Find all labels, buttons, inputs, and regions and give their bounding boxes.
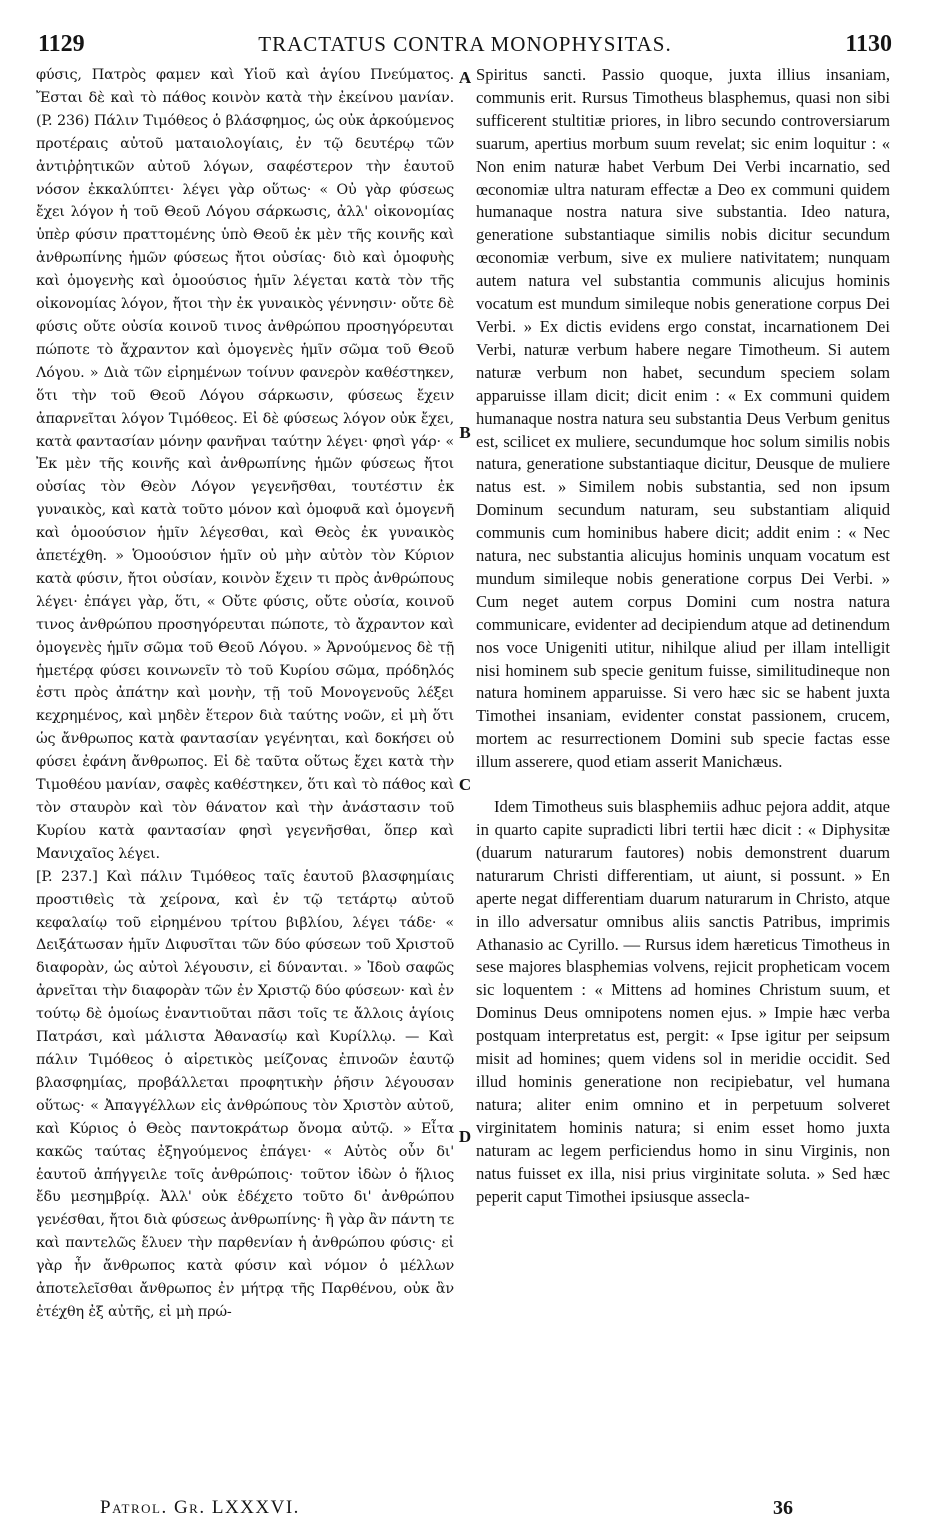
right-column-number: 1130 (845, 31, 892, 57)
section-marker-c: C (458, 775, 472, 794)
section-marker-b: B (459, 423, 471, 442)
running-title: TRACTATUS CONTRA MONOPHYSITAS. (258, 32, 672, 56)
running-header (38, 31, 892, 61)
series-footer: Patrol. Gr. LXXXVI. (100, 1497, 300, 1518)
greek-column (36, 64, 454, 1324)
latin-paragraph-2: Idem Timotheus suis blasphemiis adhuc pejora addit, atque in quarto capite supradicti libri tertii hæc dicit : « Diphysitæ (duarum naturarum fautores) nobis demonstrent duarum naturarum Christi differentiam, ut aiunt, si possunt. » En aperte negat differentiam duarum naturarum in Christo, atque in illo adversatur omnibus aliis sanctis Patribus, imprimis Athanasio ac Cyrillo. — Rursus idem hæreticus Timotheus in sese majores blasphemias volvens, rejicit propheticam vocem sic loquentem : « Mittens ad homines Christum suum, et Dominus Deus omnipotens nomen ejus. » Impie hæc verba postquam interpretatus est, pergit: « Ipse igitur per seipsum misit ad homines; quem videns sol in meridie occidit. Sed illud hominis generatione non recipiebatur, vel humana natura; aliter enim omnino et in perpetuum solveret virginitatem hominis natura; si enim esset homo juxta naturam ac legem perficiendus homo in sinu Virginis, non natus fuisset ex illa, nisi prius virginitate soluta. » Sed hæc peperit caput Timothei ipsiusque assecla- (476, 797, 890, 1206)
greek-paragraph-2: [P. 237.] Καὶ πάλιν Τιμόθεος ταῖς ἑαυτοῦ βλασφημίαις προστιθεὶς τὰ χείρονα, καὶ ἐν τῷ τετάρτῳ αὐτοῦ κεφαλαίῳ τοῦ εἰρημένου τρίτου βιβλίου, λέγει τάδε· « Δειξάτωσαν ἡμῖν Διφυσῖται τῶν δύο φύσεων τοῦ Χριστοῦ διαφορὰν, ὡς αὐτοὶ λέγουσιν, εἰ δύνανται. » Ἰδοὺ σαφῶς ἀρνεῖται τὴν διαφορὰν τῶν ἐν Χριστῷ δύο φύσεων· καὶ ἐν τούτῳ δὲ ὁμοίως ἐναντιοῦται πᾶσι τοῖς τε ἄλλοις ἁγίοις Πατράσι, καὶ μάλιστα Ἀθανασίῳ καὶ Κυρίλλῳ. — Καὶ πάλιν Τιμόθεος ὁ αἱρετικὸς μείζονας ἐπινοῶν ἑαυτῷ βλασφημίας, προβάλλεται προφητικὴν ῥῆσιν λέγουσαν οὕτως· « Ἀπαγγέλλων εἰς ἀνθρώπους τὸν Χριστὸν αὐτοῦ, καὶ Κύριος ὁ Θεὸς παντοκράτωρ ὄνομα αὐτῷ. » Εἶτα κακῶς ταύτας ἐξηγούμενος ἐπάγει· « Αὐτὸς οὖν δι' ἑαυτοῦ ἀπήγγειλε τοῖς ἀνθρώποις· τοῦτον ἰδὼν ὁ ἥλιος ἔδυ μεσημβρίᾳ. Ἀλλ' οὐκ ἐδέχετο τοῦτο δι' ἀνθρώπου γενέσθαι, ἤτοι διὰ φύσεως ἀνθρωπίνης· ἢ γὰρ ἂν πάντη τε καὶ παντελῶς ἔλυεν τὴν παρθενίαν ἡ ἀνθρώπου φύσις· εἰ γὰρ ἦν ἄνθρωπος κατὰ φύσιν καὶ νόμον ὁ μέλλων ἀποτελεῖσθαι ἄνθρωπος ἐν μήτρᾳ τῆς Παρθένου, οὐκ ἂν ἐτέχθη ἐξ αὐτῆς, εἰ μὴ πρώ- (36, 868, 454, 1320)
left-column-number: 1129 (38, 31, 85, 57)
section-marker-a: A (458, 68, 472, 87)
greek-paragraph-1: φύσις, Πατρὸς φαμεν καὶ Υἱοῦ καὶ ἁγίου Πνεύματος. Ἔσται δὲ καὶ τὸ πάθος κοινὸν κατὰ τὴν ἐκείνου μανίαν. (P. 236) Πάλιν Τιμόθεος ὁ βλάσφημος, ὡς οὐκ ἀρκούμενος προτέραις αὐτοῦ ματαιολογίαις, ἐν τῷ δευτέρῳ τῶν ἀντιῤῥητικῶν αὐτοῦ λόγων, σαφέστερον τὴν ἑαυτοῦ νόσον ἐκκαλύπτει· λέγει γὰρ οὕτως· « Οὐ γὰρ φύσεως ἔχει λόγον ἡ τοῦ Θεοῦ Λόγου σάρκωσις, ἀλλ' οἰκονομίας ὑπὲρ φύσιν πραττομένης ὑπὸ Θεοῦ ἐκ μὲν τῆς κοινῆς καὶ ἀνθρωπίνης ἡμῶν φύσεως ἤτοι οὐσίας· διὸ καὶ ὁμοφυὴς καὶ ὁμογενὴς καὶ ὁμοούσιος ἡμῖν λέγεται κατὰ τὸν τῆς οἰκονομίας λόγον, ἤτοι τὴν ἐκ γυναικὸς γέννησιν· οὔτε δὲ φύσις οὔτε οὐσία κοινοῦ τινος ἀνθρώπου προσηγόρευται πώποτε τὸ ἄχραντον καὶ ὁμογενὲς ἡμῖν σῶμα τοῦ Θεοῦ Λόγου. » Διὰ τῶν εἰρημένων τοίνυν φανερὸν καθέστηκεν, ὅτι τὴν τοῦ Θεοῦ Λόγου σάρκωσιν, φύσεως ἔχειν ἀπαρνεῖται λόγον Τιμόθεος. Εἰ δὲ φύσεως λόγον οὐκ ἔχει, κατὰ φαντασίαν μόνην φανῆναι ταύτην λέγει· φησὶ γάρ· « Ἐκ μὲν τῆς κοινῆς καὶ ἀνθρωπίνης ἡμῶν φύσεως ἤτοι οὐσίας τὸν Θεὸν Λόγον γεγενῆσθαι, τουτέστιν ἐκ γυναικὸς, καὶ κατὰ τοῦτο μόνον καὶ ὁμοφυᾶ καὶ ὁμογενῆ καὶ ὁμοούσιον ἡμῖν λέγεσθαι, καὶ Θεὸς ἐκ γυναικὸς ἀπετέχθη. » Ὁμοούσιον ἡμῖν οὐ μὴν αὐτὸν τὸν Κύριον κατὰ φύσιν, ἤτοι οὐσίαν, κοινὸν ἔχειν τι πρὸς ἀνθρώπους λέγει· ἐπάγει γὰρ, ὅτι, « Οὔτε φύσις, οὔτε οὐσία, κοινοῦ τινος ἀνθρώπου προσηγόρευται πώποτε, τὸ ἄχραντον καὶ ὁμογενὲς ἡμῖν σῶμα τοῦ Θεοῦ Λόγου. » Ἀρνούμενος δὲ τῇ ἡμετέρᾳ φύσει κοινωνεῖν τὸ τοῦ Κυρίου σῶμα, πρόδηλός ἐστι πρὸς ἀπάτην καὶ μονὴν, τῇ τοῦ Μονογενοῦς λέξει κεχρημένος, καὶ μηδὲν ἕτερον διὰ ταύτης νοῶν, εἰ μὴ ὅτι ὡς ἄνθρωπος κατὰ φαντασίαν γεγένηται, καὶ δοκήσει οὐ φύσει ἐφάνη ἄνθρωπος. Εἰ δὲ ταῦτα οὕτως ἔχει κατὰ τὴν Τιμοθέου μανίαν, σαφὲς καθέστηκεν, ὅτι καὶ τὸ πάθος καὶ τὸν σταυρὸν καὶ τὸν θάνατον καὶ τὴν ἀνάστασιν τοῦ Κυρίου κατὰ φαντασίαν φησὶ γεγενῆσθαι, ὅπερ καὶ Μανιχαῖος λέγει. (36, 67, 454, 862)
section-marker-d: D (458, 1127, 472, 1146)
latin-column (476, 64, 890, 1208)
latin-paragraph-1: Spiritus sancti. Passio quoque, juxta illius insaniam, communis erit. Rursus Timotheus blasphemus, quasi non sibi sufficerent stultitiæ priores, in libro secundo controversiarum suarum, apertius morbum suum revelat; sic enim loquitur : « Non enim naturæ habet Verbum Dei Verbi incarnatio, sed œconomiæ ultra naturam effectæ a Deo ex communi quidem humanaque nostra natura sive substantia. Ideo natura, generatione substantiaque similis nobis dicitur secundum œconomiæ verbum, sive ex muliere nativitatem; nunquam autem natura vel substantia communis alicujus hominis vocatum est mundum simileque nobis generatione corpus Dei Verbi. » Ex dictis evidens ergo constat, incarnationem Dei Verbi, naturæ verbum habere negare Timotheum. Si autem naturæ verbum non habet, secundum speciem solam apparuisse illam dicit; dicit enim : « Ex communi quidem humanaque nostra natura seu substantia Deus Verbum genitus est, scilicet ex muliere, secundumque hoc solum similis nobis natura, generatione substantiaque dicitur, Deusque de muliere natus est. » Similem nobis substantia, sed non ipsum Dominum secundum naturam, seu substantiam aliquid communis cum hominibus habere dicit; addit enim : « Nec natura, nec substantia alicujus hominis unquam vocatum est mundum simileque nobis generatione corpus Dei Verbi. » Cum neget autem corpus Domini cum nostra natura communicare, evidenter ad decipiendum atque ad detinendum nos voce Unigeniti utitur, nihilque aliud per illam intelligit nisi hominem sub specie genitum fuisse, similitudineque non natura hominem apparuisse. Si vero hæc sic se habent juxta Timothei insaniam, evidenter constat passionem, crucem, mortem ac resurrectionem Domini sub specie factas esse illum asserere, quod etiam asserit Manichæus. (476, 65, 890, 772)
signature-number: 36 (773, 1497, 793, 1519)
